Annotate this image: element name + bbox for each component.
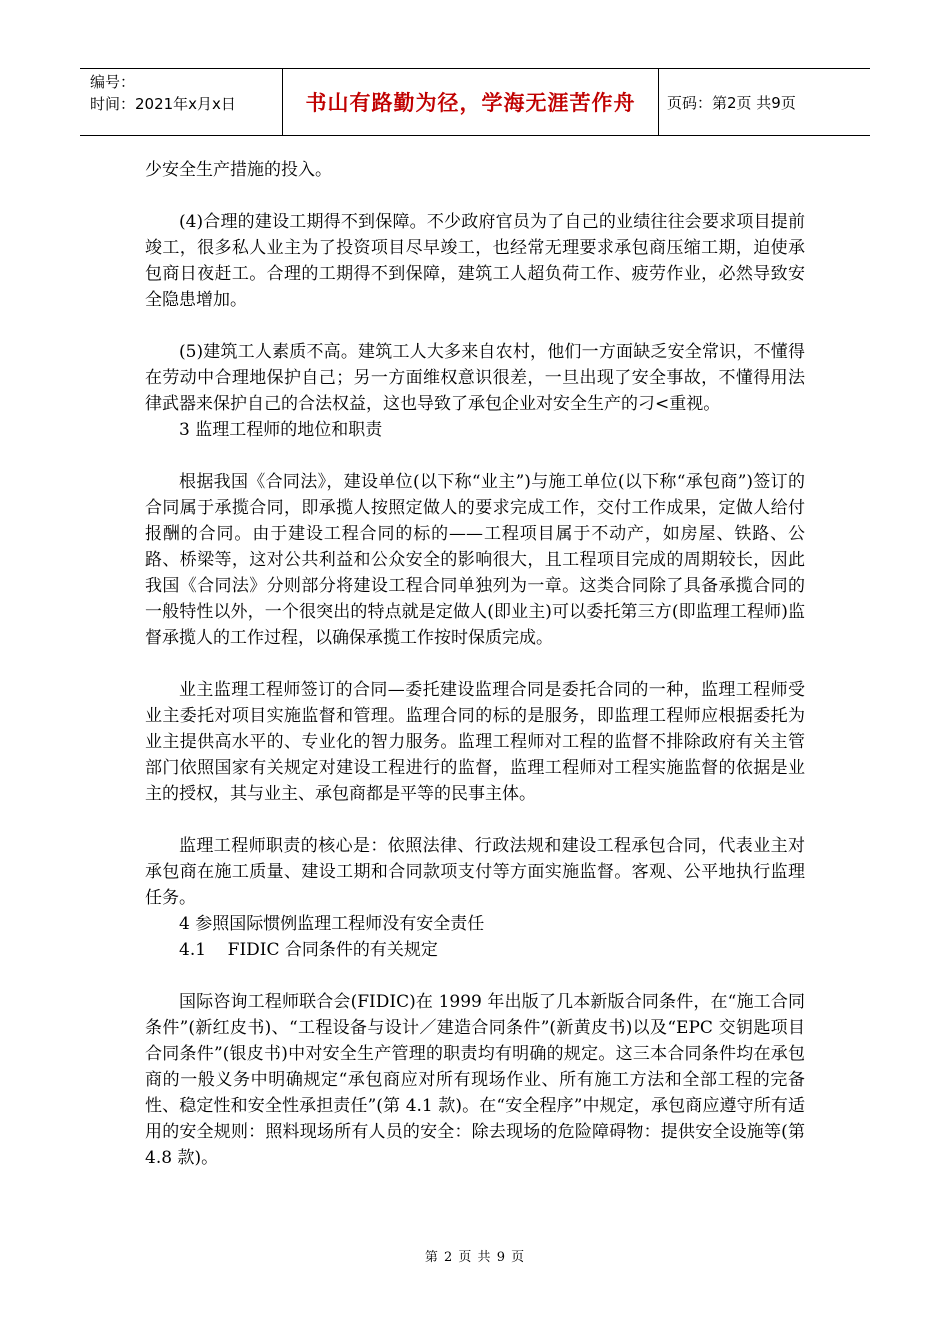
section-heading-4-1: 4.1 FIDIC 合同条件的有关规定 — [179, 940, 438, 960]
code-label: 编号： — [90, 73, 136, 91]
paragraph-2: (4)合理的建设工期得不到保障。不少政府官员为了自己的业绩往往会要求项目提前竣工，很多私人业主为了投资项目尽早竣工，也经常无理要求承包商压缩工期，迫使承包商日夜赶工。合理的工期得不到保障，建筑工人超负荷工作、疲劳作业，必然导致安全隐患增加。 — [145, 212, 805, 310]
header-meta — [80, 69, 283, 135]
header-page-info: 页码：第2页 共9页 — [667, 93, 796, 112]
section-heading-4: 4 参照国际惯例监理工程师没有安全责任 — [179, 914, 485, 934]
section-heading-3: 3 监理工程师的地位和职责 — [179, 420, 383, 440]
header-motto: 书山有路勤为径，学海无涯苦作舟 — [283, 69, 659, 135]
page-header — [80, 68, 870, 136]
date-label: 时间：2021年x月x日 — [90, 95, 236, 113]
paragraph-6: 监理工程师职责的核心是：依照法律、行政法规和建设工程承包合同，代表业主对承包商在施工质量、建设工期和合同款项支付等方面实施监督。客观、公平地执行监理任务。 — [145, 836, 805, 908]
document-body — [145, 157, 805, 1171]
paragraph-1: 少安全生产措施的投入。 — [145, 160, 332, 180]
paragraph-7: 国际咨询工程师联合会(FIDIC)在 1999 年出版了几本新版合同条件，在“施工合同条件”(新红皮书)、“工程设备与设计／建造合同条件”(新黄皮书)以及“EPC 交钥匙项目合同条件”(银皮书)中对安全生产管理的职责均有明确的规定。这三本合同条件均在承包商的一般义务中明确规定“承包商应对所有现场作业、所有施工方法和全部工程的完备性、稳定性和安全性承担责任”(第 4.1 款)。在“安全程序”中规定，承包商应遵守所有适用的安全规则：照料现场所有人员的安全：除去现场的危险障碍物：提供安全设施等(第 4.8 款)。 — [145, 992, 805, 1168]
page-footer: 第 2 页 共 9 页 — [424, 1250, 526, 1265]
paragraph-5: 业主监理工程师签订的合同—委托建设监理合同是委托合同的一种，监理工程师受业主委托对项目实施监督和管理。监理合同的标的是服务，即监理工程师应根据委托为业主提供高水平的、专业化的智力服务。监理工程师对工程的监督不排除政府有关主管部门依照国家有关规定对建设工程进行的监督，监理工程师对工程实施监督的依据是业主的授权，其与业主、承包商都是平等的民事主体。 — [145, 680, 805, 804]
paragraph-4: 根据我国《合同法》，建设单位(以下称“业主”)与施工单位(以下称“承包商”)签订的合同属于承揽合同，即承揽人按照定做人的要求完成工作，交付工作成果，定做人给付报酬的合同。由于建设工程合同的标的——工程项目属于不动产，如房屋、铁路、公路、桥梁等，这对公共利益和公众安全的影响很大，且工程项目完成的周期较长，因此我国《合同法》分则部分将建设工程合同单独列为一章。这类合同除了具备承揽合同的一般特性以外，一个很突出的特点就是定做人(即业主)可以委托第三方(即监理工程师)监督承揽人的工作过程，以确保承揽工作按时保质完成。 — [145, 472, 805, 648]
paragraph-3: (5)建筑工人素质不高。建筑工人大多来自农村，他们一方面缺乏安全常识，不懂得在劳动中合理地保护自己；另一方面维权意识很差，一旦出现了安全事故，不懂得用法律武器来保护自己的合法权益，这也导致了承包企业对安全生产的刁<重视。 — [145, 342, 805, 414]
